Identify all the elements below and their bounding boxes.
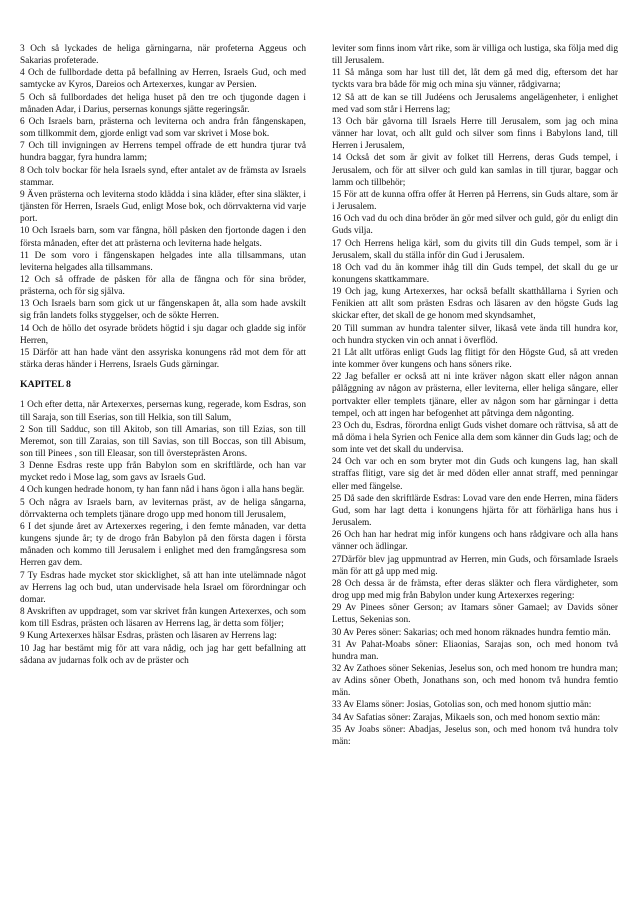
verse: 6 I det sjunde året av Artexerxes regering, i den femte månaden, var detta kungens sjunde år; ty de drogo från Babylon på den första dagen i första månaden och kommo till Jerusalem i enlighet med den framgångsresa som Herren gav dem.	[20, 521, 306, 569]
verse: 34 Av Safatias söner: Zarajas, Mikaels son, och med honom sextio män:	[332, 712, 601, 723]
verse-list-before-heading	[20, 43, 306, 371]
verse: 7 Ty Esdras hade mycket stor skicklighet, så att han inte utelämnade något av Herrens lag och bud, utan undervisade hela Israel om förordningar och domar.	[20, 570, 306, 605]
verse: 4 Och kungen hedrade honom, ty han fann nåd i hans ögon i alla hans begär.	[20, 485, 305, 496]
verse: 5 Och några av Israels barn, av leviternas präst, av de heliga sångarna, dörrvakterna och templets tjänare drogo upp med honom till Jerusalem,	[20, 497, 306, 520]
verse: 35 Av Joabs söner: Abadjas, Jeselus son, och med honom två hundra tolv män:	[332, 724, 618, 747]
verse: 28 Och dessa är de främsta, efter deras släkter och flera värdigheter, som drog upp med mig från Babylon under kung Artexerxes regering:	[332, 578, 618, 602]
verse: 11 Så många som har lust till det, låt dem gå med dig, eftersom det har tyckts vara bra både för mig och mina sju vänner, rådgivarna;	[332, 68, 618, 91]
verse: 12 Så att de kan se till Judéens och Jerusalems angelägenheter, i enlighet med vad som står i Herrens lag;	[332, 92, 618, 115]
right-column	[332, 43, 618, 903]
verse: 24 Och var och en som bryter mot din Guds och kungens lag, han skall straffas flitigt, vare sig det är med döden eller annat straff, med penningar eller med fängelse.	[332, 457, 618, 492]
left-column	[20, 43, 306, 903]
verse: 13 Och Israels barn som gick ut ur fångenskapen åt, alla som hade avskilt sig från landets folks styggelser, och de sökte Herren.	[20, 299, 306, 322]
verse: 3 Och så lyckades de heliga gärningarna, när profeterna Aggeus och Sakarias profeterade.	[20, 44, 306, 67]
verse: 7 Och till invigningen av Herrens tempel offrade de ett hundra tjurar två hundra baggar, fyra hundra lamm;	[20, 141, 306, 164]
verse: 8 Avskriften av uppdraget, som var skrivet från kungen Artexerxes, och som kom till Esdras, prästen och läsaren av Herrens lag, är detta som följer;	[20, 607, 306, 630]
verse: leviter som finns inom vårt rike, som är villiga och lustiga, ska följa med dig till Jerusalem.	[332, 44, 618, 67]
verse: 33 Av Elams söner: Josias, Gotolias son, och med honom sjuttio män:	[332, 700, 592, 711]
verse: 5 Och så fullbordades det heliga huset på den tre och tjugonde dagen i månaden Adar, i Darius, persernas konungs sjätte regeringsår.	[20, 92, 306, 115]
verse: 31 Av Pahat-Moabs söner: Eliaonias, Sarajas son, och med honom två hundra man.	[332, 639, 618, 662]
verse: 11 De som voro i fångenskapen helgades inte alla tillsammans, utan leviterna helgades alla tillsammans.	[20, 250, 306, 273]
verse: 15 För att de kunna offra offer åt Herren på Herrens, sin Guds altare, som är i Jerusalem.	[332, 189, 618, 213]
verse: 2 Son till Sadduc, son till Akitob, son till Amarias, son till Ezias, son till Meremot, son till Zaraias, son till Savias, son till Boccas, son till Abisum, son till Pinees , son till Eleasar, son till översteprästen Arons.	[20, 424, 306, 459]
verse: 26 Och han har hedrat mig inför kungens och hans rådgivare och alla hans vänner och ädlingar.	[332, 530, 618, 553]
verse: 6 Och Israels barn, prästerna och leviterna och andra från fångenskapen, som tillkommit dem, gjorde enligt vad som var skrivet i Mose bok.	[20, 116, 306, 140]
verse: 32 Av Zathoes söner Sekenias, Jeselus son, och med honom tre hundra man; av Adins söner Obeth, Jonathans son, och med honom två hundra femtio män.	[332, 663, 618, 699]
verse: 23 Och du, Esdras, förordna enligt Guds vishet domare och rättvisa, så att de må döma i hela Syrien och Fenice alla dem som känner din Guds lag; och de som inte vet det skall du undervisa.	[332, 420, 618, 456]
verse: 18 Och vad du än kommer ihåg till din Guds tempel, det skall du ge ur konungens skattkammare.	[332, 262, 618, 285]
verse: 1 Och efter detta, när Artexerxes, persernas kung, regerade, kom Esdras, son till Saraja, son till Eserias, son till Helkia, son till Salum,	[20, 400, 306, 423]
verse: 20 Till summan av hundra talenter silver, likaså vete ända till hundra kor, och hundra stycken vin och annat i överflöd.	[332, 323, 618, 346]
verse: 17 Och Herrens heliga kärl, som du givits till din Guds tempel, som är i Jerusalem, skall du ställa inför din Gud i Jerusalem.	[332, 238, 618, 261]
verse-list-right	[332, 43, 618, 748]
verse: 19 Och jag, kung Artexerxes, har också befallt skatthållarna i Syrien och Fenikien att allt som prästen Esdras och läsaren av den högste Guds lag skickar efter, det skall de ge honom med skyndsamhet,	[332, 287, 618, 322]
chapter-heading: KAPITEL 8	[20, 379, 71, 391]
verse-list-after-heading	[20, 399, 306, 666]
verse: 30 Av Peres söner: Sakarias; och med honom räknades hundra femtio män.	[332, 627, 611, 638]
verse: 27Därför blev jag uppmuntrad av Herren, min Guds, och församlade Israels män för att gå upp med mig.	[332, 554, 618, 577]
verse: 4 Och de fullbordade detta på befallning av Herren, Israels Gud, och med samtycke av Kyros, Dareios och Artexerxes, kungar av Persien.	[20, 68, 306, 91]
verse: 15 Därför att han hade vänt den assyriska konungens råd mot dem för att stärka deras händer i Herrens, Israels Guds gärningar.	[20, 347, 306, 371]
verse: 3 Denne Esdras reste upp från Babylon som en skriftlärde, och han var mycket redo i Mose lag, som gavs av Israels Gud.	[20, 461, 306, 484]
verse: 25 Då sade den skriftlärde Esdras: Lovad vare den ende Herren, mina fäders Gud, som har lagt detta i konungens hjärta för att förhärliga hans hus i Jerusalem.	[332, 493, 618, 529]
verse: 12 Och så offrade de påsken för alla de fångna och för sina bröder, prästerna, och för sig själva.	[20, 274, 306, 298]
verse: 9 Kung Artexerxes hälsar Esdras, prästen och läsaren av Herrens lag:	[20, 631, 277, 642]
verse: 10 Jag har bestämt mig för att vara nådig, och jag har gett befallning att sådana av judarnas folk och av de präster och	[20, 643, 306, 666]
verse: 29 Av Pinees söner Gerson; av Itamars söner Gamael; av Davids söner Lettus, Sekenias son.	[332, 603, 618, 626]
verse: 22 Jag befaller er också att ni inte kräver någon skatt eller någon annan pålåggning av någon av prästerna, eller leviterna, eller heliga sångare, eller portvakter eller templets tjänare, eller av någon som har gärningar i detta tempel, och att ingen har befogenhet att påtvinga dem någonting.	[332, 372, 618, 419]
verse: 9 Även prästerna och leviterna stodo klädda i sina kläder, efter sina släkter, i tjänsten för Herren, Israels Gud, enligt Mose bok, och dörrvakterna vid varje port.	[20, 189, 306, 225]
verse: 21 Låt allt utföras enligt Guds lag flitigt för den Högste Gud, så att vreden inte kommer över kungens och hans söners rike.	[332, 347, 618, 371]
verse: 13 Och bär gåvorna till Israels Herre till Jerusalem, som jag och mina vänner har lovat, och allt guld och silver som finns i Babylons land, till Herren i Jerusalem,	[332, 116, 618, 152]
verse: 16 Och vad du och dina bröder än gör med silver och guld, gör du enligt din Guds vilja.	[332, 214, 618, 237]
verse: 14 Också det som är givit av folket till Herrens, deras Guds tempel, i Jerusalem, och för att silver och guld kan samlas in till tjurar, baggar och lamm och tillbehör;	[332, 153, 618, 188]
verse: 10 Och Israels barn, som var fångna, höll påsken den fjortonde dagen i den första månaden, efter det att prästerna och leviterna hade helgats.	[20, 226, 306, 249]
verse: 14 Och de höllo det osyrade brödets högtid i sju dagar och gladde sig inför Herren,	[20, 323, 306, 346]
verse: 8 Och tolv bockar för hela Israels synd, efter antalet av de främsta av Israels stammar.	[20, 165, 306, 188]
